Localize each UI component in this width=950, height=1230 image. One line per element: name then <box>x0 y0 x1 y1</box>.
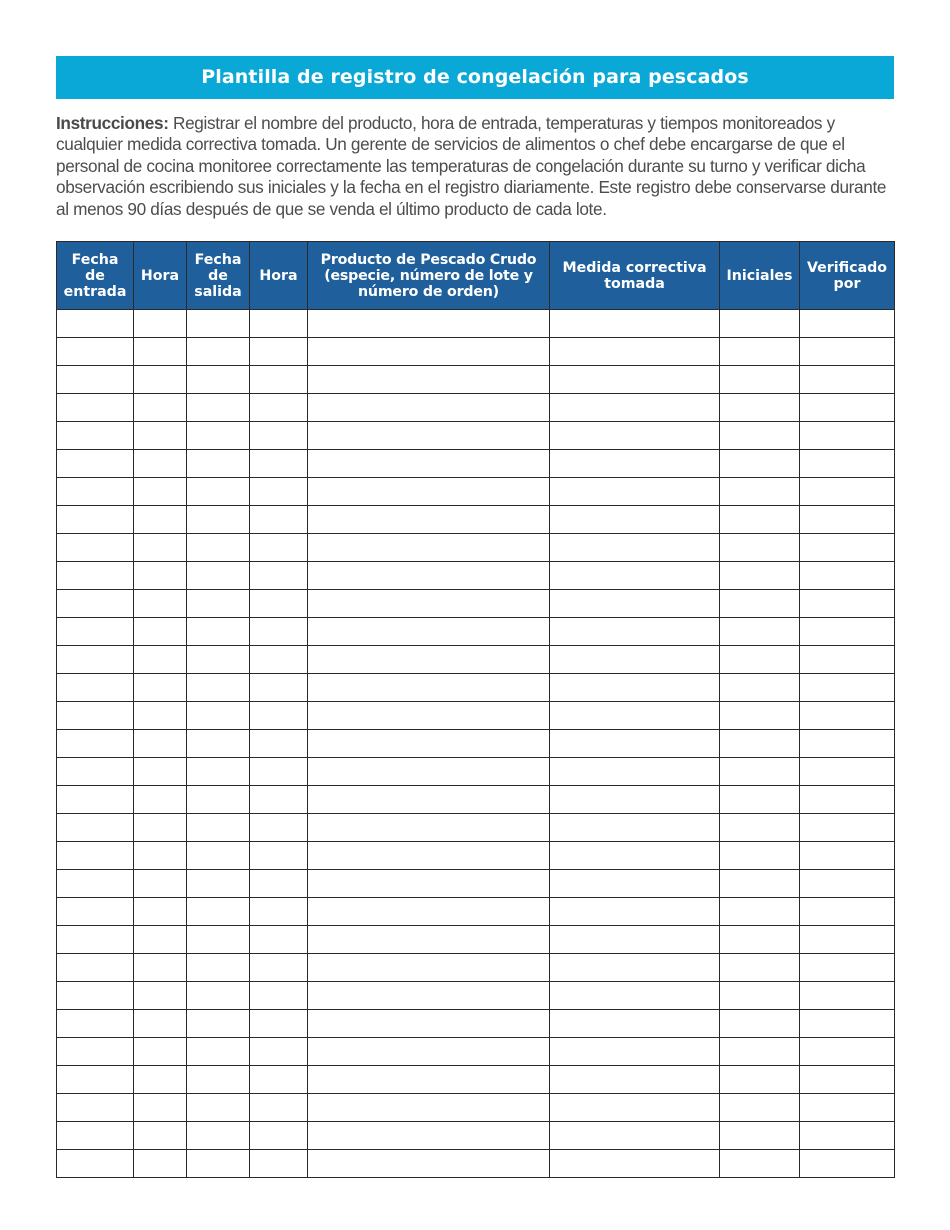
cell-producto[interactable] <box>308 870 550 898</box>
cell-fecha-salida[interactable] <box>187 478 250 506</box>
table-row <box>57 562 895 590</box>
cell-medida-correctiva[interactable] <box>550 310 720 338</box>
cell-medida-correctiva[interactable] <box>550 1094 720 1122</box>
cell-hora-entrada[interactable] <box>134 1150 187 1178</box>
cell-hora-entrada[interactable] <box>134 646 187 674</box>
table-row <box>57 954 895 982</box>
cell-fecha-entrada[interactable] <box>57 534 134 562</box>
table-row <box>57 646 895 674</box>
cell-producto[interactable] <box>308 898 550 926</box>
cell-producto[interactable] <box>308 1122 550 1150</box>
cell-iniciales[interactable] <box>720 702 800 730</box>
cell-fecha-salida[interactable] <box>187 730 250 758</box>
cell-fecha-salida[interactable] <box>187 898 250 926</box>
cell-fecha-entrada[interactable] <box>57 590 134 618</box>
cell-fecha-salida[interactable] <box>187 786 250 814</box>
cell-verificado-por[interactable] <box>800 478 895 506</box>
table-row <box>57 338 895 366</box>
cell-medida-correctiva[interactable] <box>550 646 720 674</box>
cell-medida-correctiva[interactable] <box>550 394 720 422</box>
cell-fecha-salida[interactable] <box>187 590 250 618</box>
cell-iniciales[interactable] <box>720 506 800 534</box>
cell-hora-salida[interactable] <box>250 310 308 338</box>
cell-producto[interactable] <box>308 590 550 618</box>
cell-iniciales[interactable] <box>720 982 800 1010</box>
cell-producto[interactable] <box>308 1066 550 1094</box>
cell-verificado-por[interactable] <box>800 926 895 954</box>
cell-iniciales[interactable] <box>720 730 800 758</box>
cell-fecha-entrada[interactable] <box>57 310 134 338</box>
cell-hora-salida[interactable] <box>250 926 308 954</box>
cell-fecha-salida[interactable] <box>187 870 250 898</box>
table-row <box>57 478 895 506</box>
cell-fecha-entrada[interactable] <box>57 842 134 870</box>
table-row <box>57 814 895 842</box>
cell-hora-entrada[interactable] <box>134 1010 187 1038</box>
table-row <box>57 1066 895 1094</box>
cell-hora-salida[interactable] <box>250 1122 308 1150</box>
instructions-paragraph <box>56 113 898 220</box>
table-row <box>57 898 895 926</box>
cell-hora-entrada[interactable] <box>134 1066 187 1094</box>
cell-iniciales[interactable] <box>720 898 800 926</box>
cell-fecha-salida[interactable] <box>187 366 250 394</box>
cell-verificado-por[interactable] <box>800 1150 895 1178</box>
cell-producto[interactable] <box>308 478 550 506</box>
cell-verificado-por[interactable] <box>800 450 895 478</box>
table-row <box>57 730 895 758</box>
cell-hora-entrada[interactable] <box>134 590 187 618</box>
cell-hora-entrada[interactable] <box>134 814 187 842</box>
cell-hora-salida[interactable] <box>250 338 308 366</box>
cell-fecha-salida[interactable] <box>187 1150 250 1178</box>
cell-iniciales[interactable] <box>720 842 800 870</box>
cell-verificado-por[interactable] <box>800 618 895 646</box>
cell-hora-salida[interactable] <box>250 646 308 674</box>
cell-fecha-entrada[interactable] <box>57 338 134 366</box>
cell-hora-salida[interactable] <box>250 954 308 982</box>
cell-fecha-entrada[interactable] <box>57 450 134 478</box>
table-row <box>57 422 895 450</box>
table-row <box>57 702 895 730</box>
cell-fecha-salida[interactable] <box>187 310 250 338</box>
cell-hora-salida[interactable] <box>250 478 308 506</box>
cell-medida-correctiva[interactable] <box>550 1010 720 1038</box>
cell-hora-entrada[interactable] <box>134 758 187 786</box>
cell-iniciales[interactable] <box>720 646 800 674</box>
cell-fecha-salida[interactable] <box>187 758 250 786</box>
table-row <box>57 982 895 1010</box>
cell-fecha-entrada[interactable] <box>57 618 134 646</box>
cell-verificado-por[interactable] <box>800 898 895 926</box>
cell-verificado-por[interactable] <box>800 394 895 422</box>
header-producto: Producto de Pescado Crudo (especie, número de lote y número de orden) <box>308 242 550 310</box>
header-fecha-entrada: Fecha de entrada <box>57 242 134 310</box>
cell-iniciales[interactable] <box>720 450 800 478</box>
cell-fecha-salida[interactable] <box>187 1038 250 1066</box>
cell-hora-entrada[interactable] <box>134 926 187 954</box>
cell-iniciales[interactable] <box>720 534 800 562</box>
header-verificado-por: Verificado por <box>800 242 895 310</box>
header-fecha-salida: Fecha de salida <box>187 242 250 310</box>
cell-producto[interactable] <box>308 786 550 814</box>
cell-medida-correctiva[interactable] <box>550 898 720 926</box>
cell-medida-correctiva[interactable] <box>550 1038 720 1066</box>
cell-hora-salida[interactable] <box>250 982 308 1010</box>
cell-iniciales[interactable] <box>720 870 800 898</box>
cell-fecha-salida[interactable] <box>187 1066 250 1094</box>
cell-medida-correctiva[interactable] <box>550 366 720 394</box>
cell-verificado-por[interactable] <box>800 842 895 870</box>
cell-fecha-entrada[interactable] <box>57 814 134 842</box>
cell-fecha-entrada[interactable] <box>57 1038 134 1066</box>
cell-fecha-salida[interactable] <box>187 1122 250 1150</box>
table-row <box>57 506 895 534</box>
table-row <box>57 1038 895 1066</box>
instructions-text: Registrar el nombre del producto, hora de entrada, temperaturas y tiempos monitoreados y cualquier medida correctiva tomada. Un gerente de servicios de alimentos o chef debe encargarse de que el personal de cocina monitoree correctamente las temperaturas de congelación durante su turno y verificar dicha observación escribiendo sus iniciales y la fecha en el registro diariamente. Este registro debe conservarse durante al menos 90 días después de que se venda el último producto de cada lote. <box>56 113 887 219</box>
cell-producto[interactable] <box>308 926 550 954</box>
cell-hora-entrada[interactable] <box>134 394 187 422</box>
cell-hora-entrada[interactable] <box>134 786 187 814</box>
cell-hora-salida[interactable] <box>250 1038 308 1066</box>
cell-medida-correctiva[interactable] <box>550 534 720 562</box>
cell-hora-entrada[interactable] <box>134 562 187 590</box>
cell-verificado-por[interactable] <box>800 1094 895 1122</box>
cell-hora-salida[interactable] <box>250 702 308 730</box>
cell-iniciales[interactable] <box>720 758 800 786</box>
cell-iniciales[interactable] <box>720 786 800 814</box>
table-row <box>57 450 895 478</box>
cell-fecha-entrada[interactable] <box>57 674 134 702</box>
freezing-log-table <box>56 241 895 1178</box>
cell-verificado-por[interactable] <box>800 338 895 366</box>
table-row <box>57 842 895 870</box>
header-medida-correctiva: Medida correctiva tomada <box>550 242 720 310</box>
cell-fecha-entrada[interactable] <box>57 758 134 786</box>
cell-hora-entrada[interactable] <box>134 982 187 1010</box>
cell-verificado-por[interactable] <box>800 674 895 702</box>
cell-fecha-salida[interactable] <box>187 646 250 674</box>
cell-iniciales[interactable] <box>720 674 800 702</box>
cell-producto[interactable] <box>308 506 550 534</box>
cell-medida-correctiva[interactable] <box>550 702 720 730</box>
cell-fecha-salida[interactable] <box>187 506 250 534</box>
header-hora-salida: Hora <box>250 242 308 310</box>
form-title: Plantilla de registro de congelación para pescados <box>56 56 894 99</box>
cell-fecha-salida[interactable] <box>187 534 250 562</box>
cell-fecha-salida[interactable] <box>187 1010 250 1038</box>
cell-verificado-por[interactable] <box>800 1010 895 1038</box>
cell-hora-salida[interactable] <box>250 450 308 478</box>
cell-fecha-entrada[interactable] <box>57 422 134 450</box>
cell-hora-salida[interactable] <box>250 590 308 618</box>
cell-hora-salida[interactable] <box>250 618 308 646</box>
cell-producto[interactable] <box>308 618 550 646</box>
cell-fecha-salida[interactable] <box>187 562 250 590</box>
cell-verificado-por[interactable] <box>800 702 895 730</box>
cell-hora-salida[interactable] <box>250 506 308 534</box>
cell-hora-entrada[interactable] <box>134 954 187 982</box>
cell-hora-entrada[interactable] <box>134 338 187 366</box>
cell-medida-correctiva[interactable] <box>550 478 720 506</box>
cell-iniciales[interactable] <box>720 1150 800 1178</box>
cell-iniciales[interactable] <box>720 954 800 982</box>
cell-verificado-por[interactable] <box>800 870 895 898</box>
cell-producto[interactable] <box>308 534 550 562</box>
table-row <box>57 366 895 394</box>
cell-fecha-entrada[interactable] <box>57 898 134 926</box>
cell-medida-correctiva[interactable] <box>550 814 720 842</box>
cell-verificado-por[interactable] <box>800 646 895 674</box>
cell-medida-correctiva[interactable] <box>550 1122 720 1150</box>
cell-hora-salida[interactable] <box>250 870 308 898</box>
cell-medida-correctiva[interactable] <box>550 1066 720 1094</box>
cell-verificado-por[interactable] <box>800 366 895 394</box>
cell-producto[interactable] <box>308 422 550 450</box>
cell-hora-salida[interactable] <box>250 394 308 422</box>
cell-medida-correctiva[interactable] <box>550 1150 720 1178</box>
cell-verificado-por[interactable] <box>800 1066 895 1094</box>
cell-fecha-salida[interactable] <box>187 982 250 1010</box>
cell-medida-correctiva[interactable] <box>550 926 720 954</box>
cell-medida-correctiva[interactable] <box>550 870 720 898</box>
cell-medida-correctiva[interactable] <box>550 674 720 702</box>
cell-iniciales[interactable] <box>720 478 800 506</box>
cell-fecha-entrada[interactable] <box>57 1150 134 1178</box>
cell-medida-correctiva[interactable] <box>550 338 720 366</box>
cell-hora-salida[interactable] <box>250 842 308 870</box>
cell-hora-salida[interactable] <box>250 1010 308 1038</box>
table-row <box>57 310 895 338</box>
table-row <box>57 534 895 562</box>
cell-fecha-salida[interactable] <box>187 338 250 366</box>
cell-hora-entrada[interactable] <box>134 674 187 702</box>
cell-producto[interactable] <box>308 954 550 982</box>
cell-hora-entrada[interactable] <box>134 450 187 478</box>
cell-medida-correctiva[interactable] <box>550 562 720 590</box>
cell-producto[interactable] <box>308 450 550 478</box>
table-header-row <box>57 242 895 310</box>
cell-fecha-entrada[interactable] <box>57 870 134 898</box>
cell-medida-correctiva[interactable] <box>550 422 720 450</box>
cell-hora-salida[interactable] <box>250 730 308 758</box>
cell-fecha-entrada[interactable] <box>57 646 134 674</box>
cell-fecha-entrada[interactable] <box>57 954 134 982</box>
cell-iniciales[interactable] <box>720 562 800 590</box>
cell-fecha-salida[interactable] <box>187 814 250 842</box>
cell-medida-correctiva[interactable] <box>550 982 720 1010</box>
cell-iniciales[interactable] <box>720 590 800 618</box>
table-body <box>57 310 895 1178</box>
cell-fecha-salida[interactable] <box>187 422 250 450</box>
table-row <box>57 926 895 954</box>
table-row <box>57 1150 895 1178</box>
cell-hora-salida[interactable] <box>250 534 308 562</box>
header-iniciales: Iniciales <box>720 242 800 310</box>
cell-fecha-entrada[interactable] <box>57 366 134 394</box>
cell-hora-entrada[interactable] <box>134 1094 187 1122</box>
cell-verificado-por[interactable] <box>800 758 895 786</box>
cell-fecha-salida[interactable] <box>187 618 250 646</box>
cell-verificado-por[interactable] <box>800 1122 895 1150</box>
cell-iniciales[interactable] <box>720 394 800 422</box>
cell-medida-correctiva[interactable] <box>550 786 720 814</box>
cell-verificado-por[interactable] <box>800 954 895 982</box>
cell-hora-salida[interactable] <box>250 674 308 702</box>
cell-iniciales[interactable] <box>720 1094 800 1122</box>
table-row <box>57 674 895 702</box>
cell-hora-salida[interactable] <box>250 1094 308 1122</box>
cell-fecha-entrada[interactable] <box>57 562 134 590</box>
cell-producto[interactable] <box>308 394 550 422</box>
cell-fecha-entrada[interactable] <box>57 506 134 534</box>
cell-fecha-entrada[interactable] <box>57 1094 134 1122</box>
cell-verificado-por[interactable] <box>800 422 895 450</box>
table-row <box>57 1122 895 1150</box>
cell-hora-salida[interactable] <box>250 1066 308 1094</box>
cell-iniciales[interactable] <box>720 1010 800 1038</box>
cell-verificado-por[interactable] <box>800 562 895 590</box>
cell-medida-correctiva[interactable] <box>550 730 720 758</box>
cell-producto[interactable] <box>308 310 550 338</box>
cell-medida-correctiva[interactable] <box>550 590 720 618</box>
cell-hora-entrada[interactable] <box>134 1122 187 1150</box>
cell-verificado-por[interactable] <box>800 310 895 338</box>
cell-fecha-salida[interactable] <box>187 926 250 954</box>
cell-fecha-salida[interactable] <box>187 1094 250 1122</box>
cell-hora-salida[interactable] <box>250 786 308 814</box>
cell-medida-correctiva[interactable] <box>550 758 720 786</box>
cell-producto[interactable] <box>308 366 550 394</box>
cell-verificado-por[interactable] <box>800 1038 895 1066</box>
cell-medida-correctiva[interactable] <box>550 506 720 534</box>
cell-producto[interactable] <box>308 702 550 730</box>
cell-hora-entrada[interactable] <box>134 506 187 534</box>
cell-hora-salida[interactable] <box>250 814 308 842</box>
table-row <box>57 618 895 646</box>
cell-fecha-entrada[interactable] <box>57 1122 134 1150</box>
cell-producto[interactable] <box>308 1150 550 1178</box>
cell-fecha-entrada[interactable] <box>57 478 134 506</box>
cell-iniciales[interactable] <box>720 422 800 450</box>
table-row <box>57 394 895 422</box>
cell-producto[interactable] <box>308 646 550 674</box>
cell-iniciales[interactable] <box>720 1066 800 1094</box>
cell-producto[interactable] <box>308 1038 550 1066</box>
instructions-label: Instrucciones: <box>56 113 169 133</box>
cell-hora-entrada[interactable] <box>134 478 187 506</box>
cell-iniciales[interactable] <box>720 618 800 646</box>
cell-hora-salida[interactable] <box>250 366 308 394</box>
cell-hora-salida[interactable] <box>250 422 308 450</box>
cell-fecha-salida[interactable] <box>187 954 250 982</box>
cell-verificado-por[interactable] <box>800 506 895 534</box>
cell-verificado-por[interactable] <box>800 982 895 1010</box>
cell-fecha-entrada[interactable] <box>57 730 134 758</box>
cell-iniciales[interactable] <box>720 338 800 366</box>
cell-producto[interactable] <box>308 758 550 786</box>
cell-hora-salida[interactable] <box>250 1150 308 1178</box>
cell-fecha-entrada[interactable] <box>57 1010 134 1038</box>
table-row <box>57 786 895 814</box>
cell-fecha-salida[interactable] <box>187 450 250 478</box>
cell-verificado-por[interactable] <box>800 590 895 618</box>
cell-medida-correctiva[interactable] <box>550 618 720 646</box>
cell-iniciales[interactable] <box>720 814 800 842</box>
cell-verificado-por[interactable] <box>800 814 895 842</box>
table-row <box>57 590 895 618</box>
cell-verificado-por[interactable] <box>800 786 895 814</box>
cell-hora-entrada[interactable] <box>134 1038 187 1066</box>
cell-producto[interactable] <box>308 730 550 758</box>
cell-hora-salida[interactable] <box>250 562 308 590</box>
cell-verificado-por[interactable] <box>800 534 895 562</box>
cell-producto[interactable] <box>308 1094 550 1122</box>
cell-hora-entrada[interactable] <box>134 310 187 338</box>
cell-producto[interactable] <box>308 1010 550 1038</box>
cell-fecha-entrada[interactable] <box>57 926 134 954</box>
cell-medida-correctiva[interactable] <box>550 450 720 478</box>
cell-producto[interactable] <box>308 562 550 590</box>
cell-iniciales[interactable] <box>720 926 800 954</box>
cell-producto[interactable] <box>308 814 550 842</box>
table-row <box>57 1010 895 1038</box>
cell-hora-entrada[interactable] <box>134 534 187 562</box>
cell-medida-correctiva[interactable] <box>550 954 720 982</box>
cell-fecha-salida[interactable] <box>187 394 250 422</box>
cell-fecha-salida[interactable] <box>187 674 250 702</box>
cell-hora-salida[interactable] <box>250 898 308 926</box>
cell-hora-entrada[interactable] <box>134 422 187 450</box>
cell-iniciales[interactable] <box>720 366 800 394</box>
cell-iniciales[interactable] <box>720 310 800 338</box>
cell-producto[interactable] <box>308 982 550 1010</box>
cell-hora-salida[interactable] <box>250 758 308 786</box>
table-row <box>57 758 895 786</box>
header-hora-entrada: Hora <box>134 242 187 310</box>
cell-iniciales[interactable] <box>720 1038 800 1066</box>
cell-fecha-salida[interactable] <box>187 702 250 730</box>
cell-iniciales[interactable] <box>720 1122 800 1150</box>
cell-fecha-entrada[interactable] <box>57 702 134 730</box>
cell-fecha-salida[interactable] <box>187 842 250 870</box>
table-row <box>57 1094 895 1122</box>
cell-verificado-por[interactable] <box>800 730 895 758</box>
cell-producto[interactable] <box>308 338 550 366</box>
cell-hora-entrada[interactable] <box>134 730 187 758</box>
cell-fecha-entrada[interactable] <box>57 1066 134 1094</box>
cell-hora-entrada[interactable] <box>134 702 187 730</box>
cell-hora-entrada[interactable] <box>134 366 187 394</box>
cell-hora-entrada[interactable] <box>134 870 187 898</box>
cell-producto[interactable] <box>308 842 550 870</box>
cell-fecha-entrada[interactable] <box>57 786 134 814</box>
cell-fecha-entrada[interactable] <box>57 394 134 422</box>
cell-hora-entrada[interactable] <box>134 842 187 870</box>
table-row <box>57 870 895 898</box>
cell-fecha-entrada[interactable] <box>57 982 134 1010</box>
cell-medida-correctiva[interactable] <box>550 842 720 870</box>
cell-producto[interactable] <box>308 674 550 702</box>
cell-hora-entrada[interactable] <box>134 618 187 646</box>
cell-hora-entrada[interactable] <box>134 898 187 926</box>
